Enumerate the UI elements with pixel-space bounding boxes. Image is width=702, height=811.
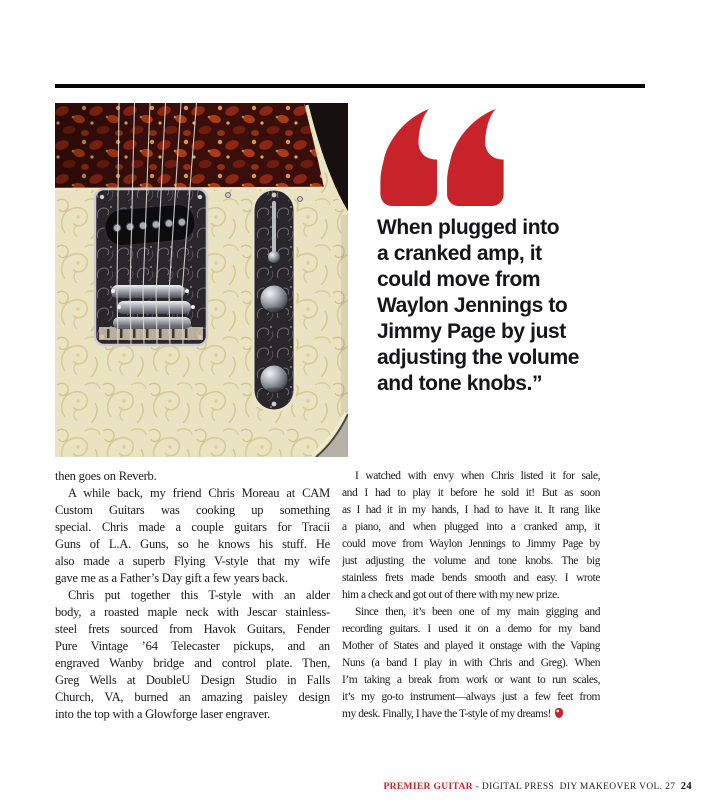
text-line: A while back, my friend Chris Moreau at CAM: [68, 486, 330, 500]
text-line: special. Chris made a couple guitars for Tracii: [55, 520, 330, 534]
paragraph: [342, 468, 600, 604]
text-line: gave me as a Father’s Day gift a few years back.: [55, 571, 288, 585]
text-line: body, a roasted maple neck with Jescar stainless-: [55, 605, 330, 619]
pull-quote-line: a cranked amp, it: [377, 242, 542, 265]
pull-quote-line: adjusting the volume: [377, 346, 580, 369]
text-line: Nuns (a band I play in with Chris and Greg). When: [342, 657, 600, 669]
control-plate-screw-icon: [272, 402, 277, 407]
text-line: Guns of L.A. Guns, so he knows his stuff. He: [55, 537, 330, 551]
premier-guitar-endmark-icon: [555, 708, 563, 718]
text-line: recording guitars. I used it on a demo for my band: [342, 623, 600, 635]
paragraph: [55, 468, 330, 485]
text-line: Since then, it’s been one of my main gigging and: [355, 606, 600, 618]
tortoiseshell-pickguard: [55, 103, 324, 202]
text-line: Greg Wells at DoubleU Design Studio in Falls: [55, 673, 330, 687]
text-line: him a check and got out of there with my new prize.: [342, 589, 560, 601]
top-rule: [55, 84, 645, 88]
text-line: into the top with a Glowforge laser engraver.: [55, 707, 271, 721]
text-line: my desk. Finally, I have the T-style of my dreams!: [342, 706, 600, 723]
guitar-photo: [55, 103, 348, 457]
pull-quote-line: When plugged into: [377, 216, 560, 239]
text-line: Chris put together this T-style with an alder: [68, 588, 330, 602]
pull-quote-line: Waylon Jennings to: [377, 294, 568, 317]
text-line: also made a superb Flying V-style that my wife: [55, 554, 330, 568]
control-plate-screw-icon: [272, 193, 277, 198]
open-quote-icon: [377, 107, 505, 206]
footer-edition: - DIGITAL PRESS DIY MAKEOVER VOL. 27: [472, 782, 681, 792]
text-line: Church, VA, burned an amazing paisley design: [55, 690, 330, 704]
text-line: could move from Waylon Jennings to Jimmy Page by: [342, 538, 600, 550]
pull-quote-line: and tone knobs.”: [377, 372, 543, 395]
text-line: Mother of States and played it onstage with the Vaping: [342, 640, 600, 652]
pull-quote: [377, 107, 605, 397]
text-line: just adjusting the volume and tone knobs. The big: [342, 555, 600, 567]
text-line: Pure Vintage ’64 Telecaster pickups, and an: [55, 639, 330, 653]
guitar-photo-illustration: [55, 103, 348, 457]
page-footer: [383, 780, 692, 794]
text-line: I’m taking a break from work or want to run scales,: [342, 674, 600, 686]
switch-tip: [268, 251, 280, 263]
text-line: stainless frets made bends smooth and easy. I wrote: [342, 572, 600, 584]
text-line: engraved Wanby bridge and control plate. Then,: [55, 656, 330, 670]
text-line: I watched with envy when Chris listed it for sale,: [355, 470, 600, 482]
text-line: steel frets sourced from Havok Guitars, Fender: [55, 622, 330, 636]
text-line: a piano, and when plugged into a cranked amp, it: [342, 521, 600, 533]
footer-brand: PREMIER GUITAR: [383, 782, 473, 792]
text-line: as I had it in my hands, I had to have it. It rang like: [342, 504, 600, 516]
page-number: 24: [680, 781, 692, 792]
text-line: and I had to play it before he sold it! But as soon: [342, 487, 600, 499]
pull-quote-line: Jimmy Page by just: [377, 320, 566, 343]
article-column-right: [342, 468, 600, 723]
pickguard-screw-icon: [226, 193, 231, 198]
text-line: Custom Guitars was cooking up something: [55, 503, 330, 517]
pickguard-screw-icon: [298, 197, 303, 202]
pull-quote-lines: [377, 215, 605, 397]
article-column-left: [55, 468, 330, 723]
pull-quote-line: could move from: [377, 268, 541, 291]
paragraph: [55, 485, 330, 587]
text-line: then goes on Reverb.: [55, 469, 157, 483]
paragraph: [342, 604, 600, 723]
control-plate: [253, 189, 295, 411]
text-line: it’s my go-to instrument—always just a few feet from: [342, 691, 600, 703]
paragraph: [55, 587, 330, 723]
